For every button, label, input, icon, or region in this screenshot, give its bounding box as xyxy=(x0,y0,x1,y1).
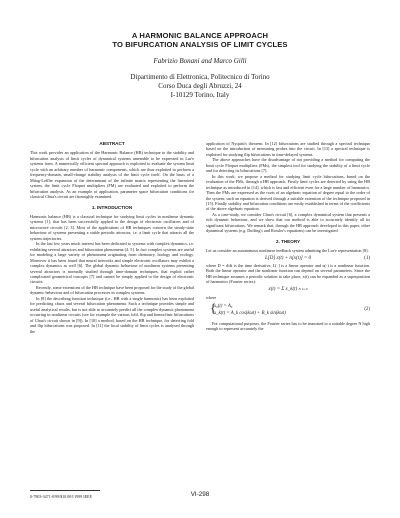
equation-1 xyxy=(206,254,370,263)
abstract-heading: ABSTRACT xyxy=(99,141,125,146)
title-line-1: A HARMONIC BALANCE APPROACH xyxy=(131,31,269,40)
intro-continued-paragraph: application of Nyquist's theorem. In [12] bifurcations are studied through a spectral technique based on the introduction of measuring probes into the circuit. In [13] a spectral technique is exploited for studying flip bifurcations in time-delayed systems. xyxy=(206,141,370,157)
theory-heading: 2. THEORY xyxy=(275,238,301,244)
introduction-heading: 1. INTRODUCTION xyxy=(91,204,133,210)
intro-paragraph: Recently, some extensions of the HB technique have been proposed for the study of the global dynamic behaviour and of bifurcation processes in complex systems. xyxy=(30,284,194,296)
intro-continued-paragraph: The above approaches have the disadvantage of not providing a method for computing the limit cycle Floquet multipliers (FMs), the simplest tool for studying the stability of a limit cycle and for detecting its bifurcations [7]. xyxy=(206,157,370,174)
where-label: where xyxy=(206,295,217,301)
theory-closing-text: For computational purposes, the Fourier series has to be truncated to a suitable degree N high enough to represent accurately the xyxy=(206,320,370,332)
equation-2 xyxy=(206,299,370,317)
equation-1-body: L[D] x(t) + n[x(t)] = 0 xyxy=(264,255,312,261)
authors: Fabrizio Bonani and Marco Gilli xyxy=(153,57,247,65)
page-number: VI-298 xyxy=(190,491,210,498)
right-column xyxy=(206,141,370,332)
equation-1-number: (1) xyxy=(364,255,370,261)
abstract-text: This work provides an application of the Harmonic Balance (HB) technique to the stability and bifurcation analysis of limit cycles of dynamical systems amenable to be expressed in Lur'e systems form. A numerically efficient spectral approach is exploited to evaluate the system limit cycle with an arbitrary number of harmonic components, which are thus exploited to perform a frequency-domain, small-change stability analysis of the limit cycle itself. On the basis of a Mitag-Leffler expansion of the determinant of the infinite matrix representing the linearized system, the limit cycle Floquet multipliers (FM) are evaluated and exploited to perform the bifurcation analysis. As an example of application, parameter space bifurcation conditions for classical Chua's circuit are thoroughly examined. xyxy=(30,150,194,200)
equation-2-line-2: x_k(t) = A_k cos(kωt) + B_k sin(kωt) xyxy=(214,310,286,316)
theory-intro: Let us consider an autonomous nonlinear feedback system admitting the Lur'e representation [8]: xyxy=(206,248,369,254)
affiliation-line-2: Corso Duca degli Abruzzi, 24 xyxy=(158,82,242,90)
title-line-2: TO BIFURCATION ANALYSIS OF LIMIT CYCLES xyxy=(112,40,288,49)
affiliation-line-3: I-10129 Torino, Italy xyxy=(170,91,230,99)
sum-lower-limit: k=0 xyxy=(301,287,308,292)
intro-continued-paragraph: As a case-study, we consider Chua's circuit [6], a complex dynamical system that presents a rich dynamic behaviour, and we show that our method is able to accurately identify all its significant bifurcations. We remark that, through the HB approach developed in this paper, other dynamical systems (e.g. Duffing's and Rossler's equations) can be investigated. xyxy=(206,211,370,234)
fourier-series-equation xyxy=(206,286,370,293)
sum-upper-limit: N xyxy=(298,287,301,292)
intro-paragraph: Harmonic balance (HB) is a classical technique for studying limit cycles in nonlinear dynamic systems [1], that has been successfully applied to the design of electronic oscillators and of microwave circuits [2, 3]. Most of the applications of HB techniques concern the steady-state behaviour of systems presenting a stable periodic attractor, i.e. a limit cycle that attracts all the system trajectories. xyxy=(30,213,194,241)
equation-2-line-1: x₀(t) = A₀ xyxy=(214,303,233,309)
paper-title xyxy=(0,31,400,49)
intro-paragraph: In [8] the describing function technique (i.e., HB with a single harmonic) has been exploited for predicting chaos and several bifurcation phenomena. Such a technique provides simple and useful analytical results, but is not able to accurately predict all the complex dynamic phenomena occurring in nonlinear circuits (see for example the various fold, flip and homoclinic bifurcations of Chua's circuit shown in [9]). In [10] a method, based on the HB technique, for detecting fold and flip bifurcations was proposed. In [11] the local stability of limit cycles is analysed through the xyxy=(30,295,194,334)
left-brace-icon: { xyxy=(210,299,217,315)
affiliation-line-1: Dipartimento di Elettronica, Politecnico di Torino xyxy=(130,73,270,81)
copyright-isbn: 0-7803-3471-0/99/$10.00©1999 IEEE xyxy=(30,494,92,499)
fourier-series-body: x(t) = Σ x_k(t) xyxy=(268,287,298,293)
left-column xyxy=(30,141,194,334)
intro-paragraph: In the last few years much interest has been dedicated to systems with complex dynamics, i.e. exhibiting several attractors and bifurcation phenomena [4, 5]. In fact complex systems are useful for modeling a large variety of phenomena originating from chemistry, biology and ecology. Moreover it has been found that neural networks and simple electronic oscillators may exhibit a complex dynamics as well [6]. The global dynamic behaviour of nonlinear systems presenting several attractors is normally studied through time-domain techniques, that exploit rather complicated geometrical concepts [7] and cannot be simply applied to the design of electronic circuits. xyxy=(30,241,194,285)
equation-2-number: (2) xyxy=(364,306,370,312)
intro-continued-paragraph: In this work, we propose a method for studying limit cycle bifurcations, based on the evaluation of the FMs, through a HB approach. Firstly limit cycles are detected by using the HB technique as introduced in [14], which is fast and efficient even for a large number of harmonics. Then the FMs are expressed as the roots of an algebraic equation of degree equal to the order of the system; such an equation is derived through a suitable extension of the technique proposed in [15]. Finally stability and bifurcation conditions are easily established in terms of the coefficients of the above algebraic equation. xyxy=(206,173,370,212)
theory-where-text: where D = d/dt is the time derivative, L[·] is a linear operator and n(·) is a nonlinear function. Both the linear operator and the nonlinear function can depend on several parameters. Since the HB technique assumes a periodic solution to take place, x(t) can be expanded as a superposition of harmonics (Fourier series): xyxy=(206,262,370,284)
affiliation xyxy=(0,73,400,100)
